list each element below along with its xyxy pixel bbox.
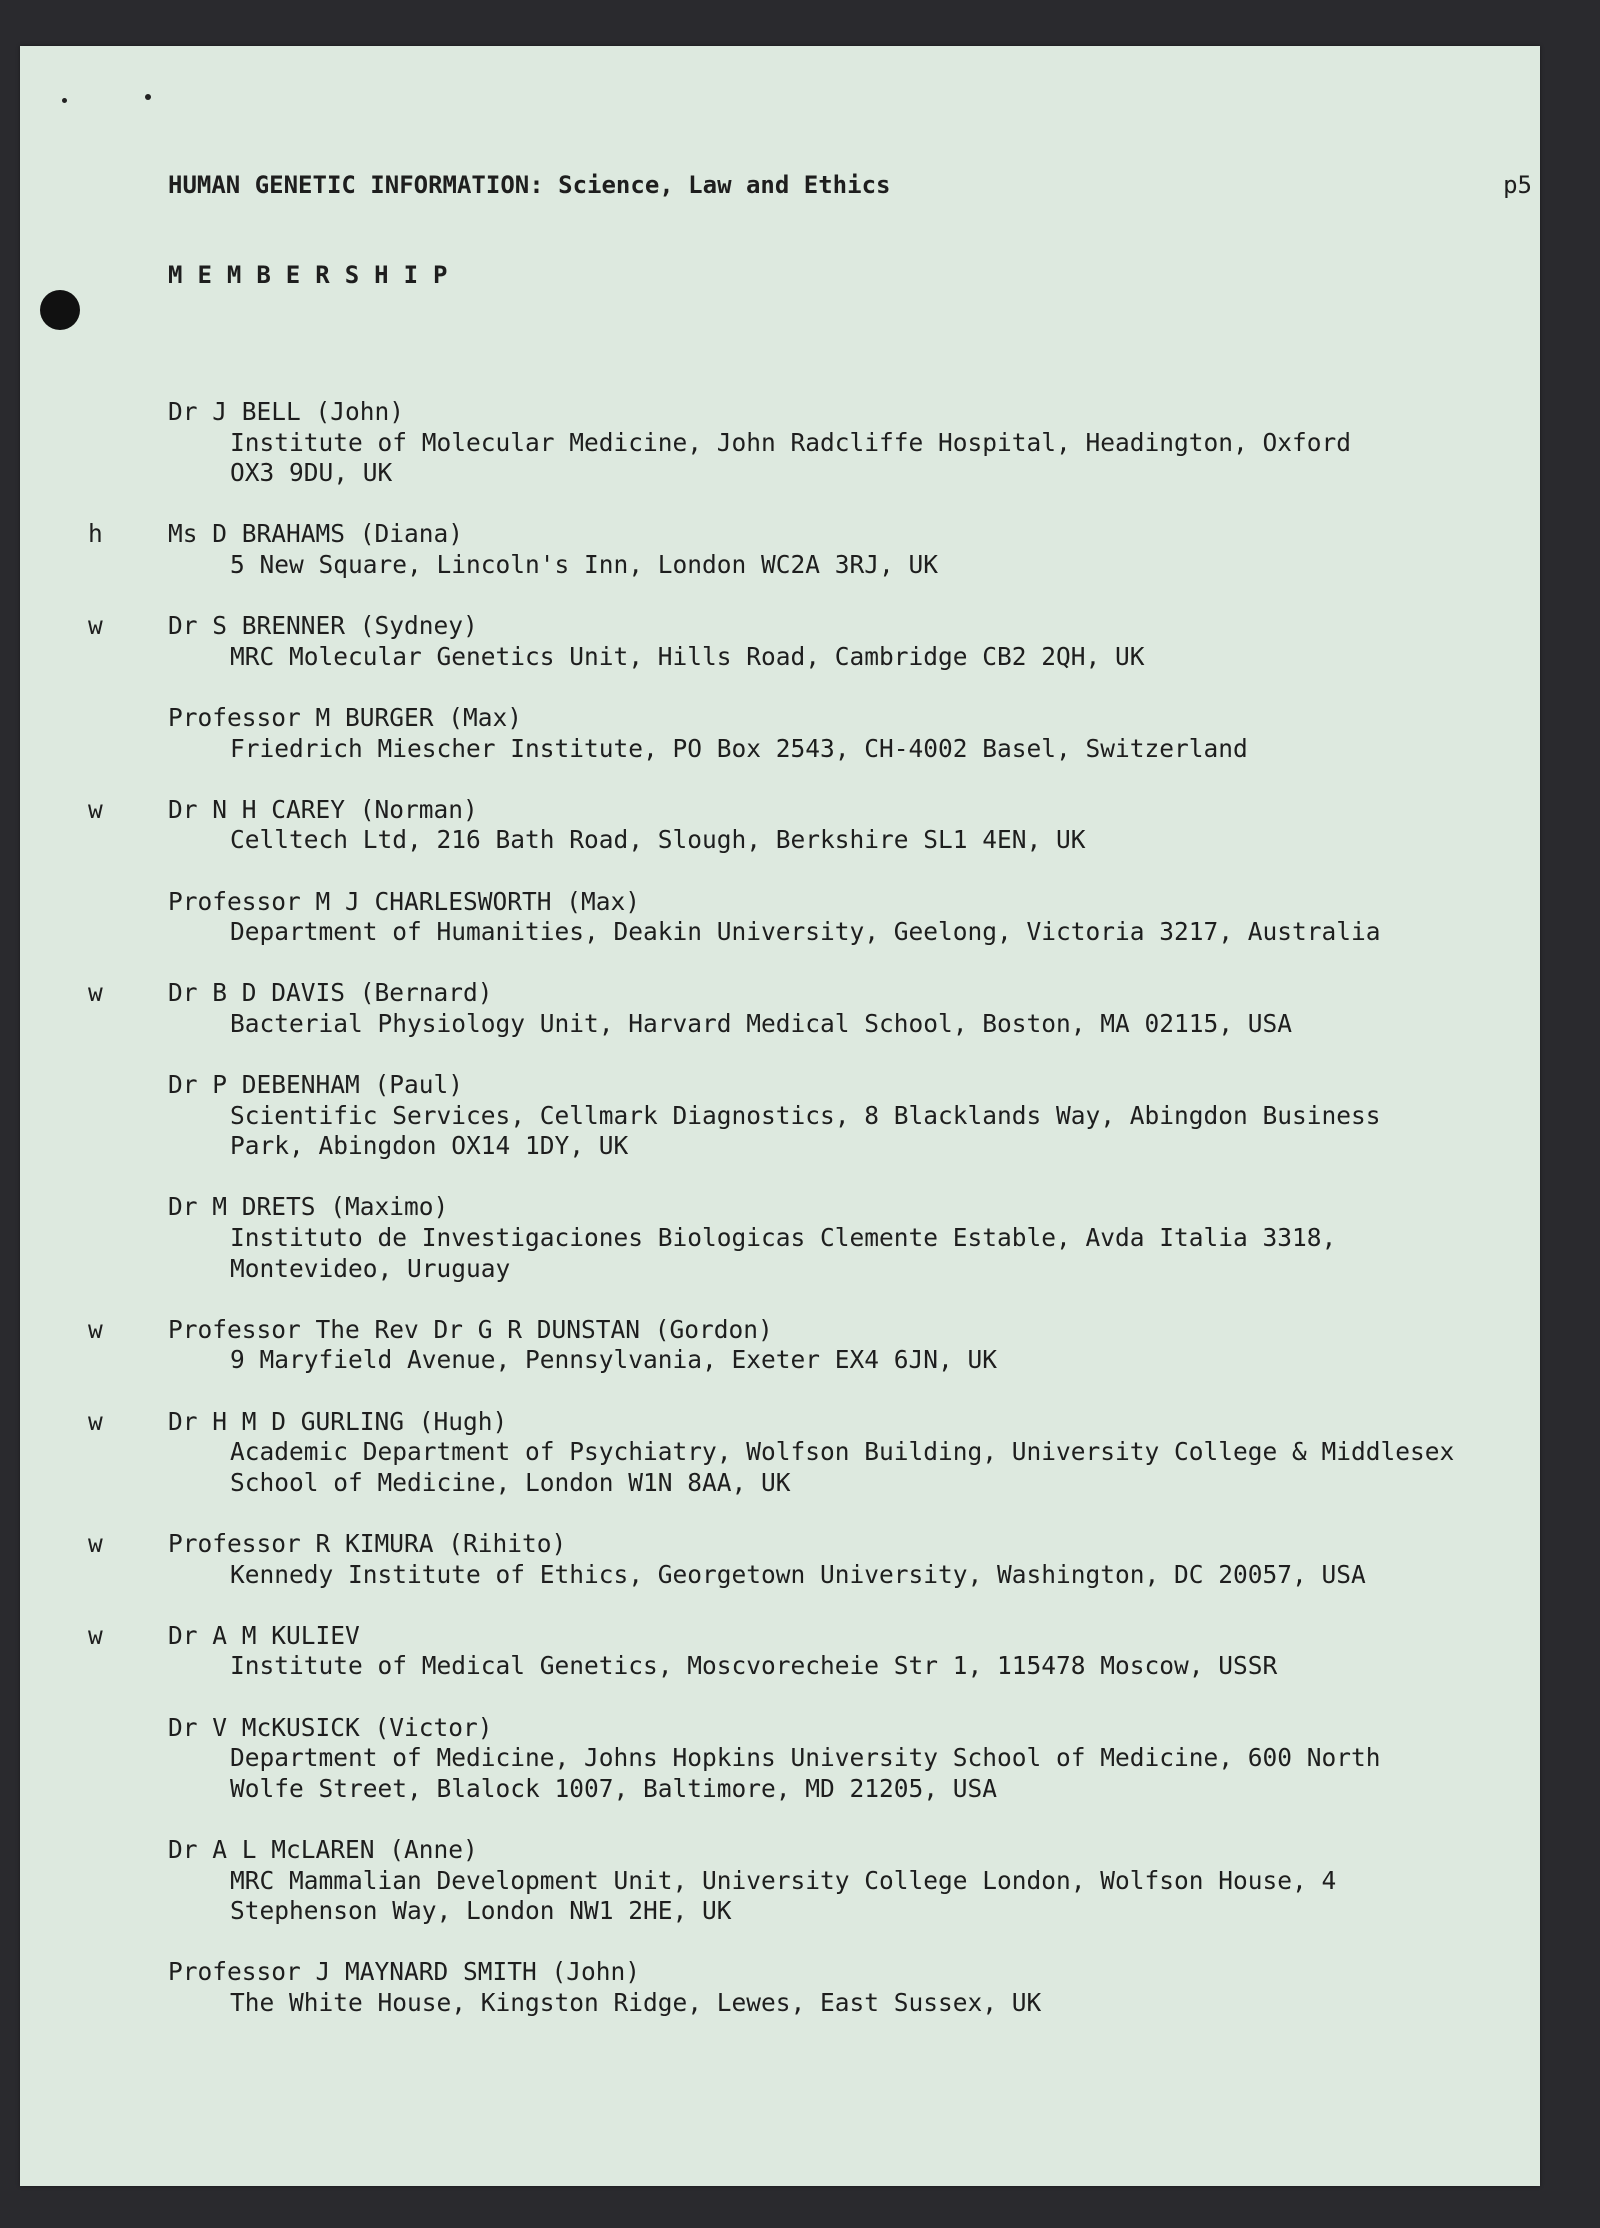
member-name: Dr N H CAREY (Norman) [168,794,478,824]
member-address-line: Wolfe Street, Blalock 1007, Baltimore, MD 21205, USA [230,1773,998,1803]
member-address-line: School of Medicine, London W1N 8AA, UK [230,1467,791,1497]
member-address-line: Friedrich Miescher Institute, PO Box 2543, CH-4002 Basel, Switzerland [230,733,1248,763]
member-name: Professor J MAYNARD SMITH (John) [168,1957,641,1987]
member-address-line: Bacterial Physiology Unit, Harvard Medical School, Boston, MA 02115, USA [230,1008,1293,1038]
member-entry [20,1621,1540,1682]
member-address-line: Department of Humanities, Deakin University, Geelong, Victoria 3217, Australia [230,917,1381,947]
member-entry [20,1192,1540,1284]
member-address-line: 5 New Square, Lincoln's Inn, London WC2A 3RJ, UK [230,549,939,579]
member-address-line: Institute of Medical Genetics, Moscvorecheie Str 1, 115478 Moscow, USSR [230,1651,1278,1681]
member-address-line: OX3 9DU, UK [230,458,393,488]
punch-hole [40,290,80,330]
member-marker: w [88,611,103,641]
member-address-line: Celltech Ltd, 216 Bath Road, Slough, Berkshire SL1 4EN, UK [230,825,1086,855]
member-name: Dr M DRETS (Maximo) [168,1192,449,1222]
page-header [168,171,1532,199]
member-entry [20,1529,1540,1590]
section-heading: MEMBERSHIP [168,261,463,289]
member-name: Dr S BRENNER (Sydney) [168,611,478,641]
member-entry [20,1315,1540,1376]
member-address-line: Montevideo, Uruguay [230,1253,511,1283]
member-marker: w [88,1314,103,1344]
member-name: Dr A M KULIEV [168,1620,360,1650]
member-entry [20,611,1540,672]
member-entry [20,519,1540,580]
member-address-line: Instituto de Investigaciones Biologicas Clemente Estable, Avda Italia 3318, [230,1223,1337,1253]
member-marker: w [88,1620,103,1650]
ink-speck [62,98,67,103]
member-name: Professor M J CHARLESWORTH (Max) [168,886,641,916]
member-entry [20,887,1540,948]
membership-list [20,397,1540,2049]
member-address-line: MRC Mammalian Development Unit, University College London, Wolfson House, 4 [230,1865,1337,1895]
member-entry [20,703,1540,764]
member-address-line: The White House, Kingston Ridge, Lewes, East Sussex, UK [230,1987,1042,2017]
member-name: Ms D BRAHAMS (Diana) [168,519,464,549]
member-entry [20,1407,1540,1499]
member-address-line: Department of Medicine, Johns Hopkins University School of Medicine, 600 North [230,1743,1381,1773]
member-entry [20,1835,1540,1927]
member-name: Dr H M D GURLING (Hugh) [168,1406,508,1436]
member-entry [20,1713,1540,1805]
member-name: Professor R KIMURA (Rihito) [168,1528,567,1558]
member-entry [20,1070,1540,1162]
member-address-line: Institute of Molecular Medicine, John Radcliffe Hospital, Headington, Oxford [230,427,1352,457]
member-entry [20,1957,1540,2018]
member-name: Professor The Rev Dr G R DUNSTAN (Gordon) [168,1314,773,1344]
member-entry [20,978,1540,1039]
ink-speck [145,94,151,100]
member-marker: w [88,1528,103,1558]
member-address-line: 9 Maryfield Avenue, Pennsylvania, Exeter EX4 6JN, UK [230,1345,998,1375]
member-name: Dr B D DAVIS (Bernard) [168,978,493,1008]
member-name: Dr P DEBENHAM (Paul) [168,1070,464,1100]
member-address-line: Park, Abingdon OX14 1DY, UK [230,1131,629,1161]
member-address-line: Academic Department of Psychiatry, Wolfson Building, University College & Middlesex [230,1437,1455,1467]
member-address-line: Kennedy Institute of Ethics, Georgetown University, Washington, DC 20057, USA [230,1559,1366,1589]
document-page [20,46,1540,2186]
member-address-line: Stephenson Way, London NW1 2HE, UK [230,1896,732,1926]
document-title: HUMAN GENETIC INFORMATION: Science, Law and Ethics [168,171,891,199]
page-number: p5 [1503,171,1532,199]
member-entry [20,795,1540,856]
member-name: Professor M BURGER (Max) [168,702,523,732]
member-address-line: Scientific Services, Cellmark Diagnostics, 8 Blacklands Way, Abingdon Business [230,1100,1381,1130]
member-address-line: MRC Molecular Genetics Unit, Hills Road, Cambridge CB2 2QH, UK [230,641,1145,671]
member-name: Dr V McKUSICK (Victor) [168,1712,493,1742]
member-marker: w [88,978,103,1008]
member-marker: w [88,794,103,824]
member-name: Dr J BELL (John) [168,397,405,426]
member-name: Dr A L McLAREN (Anne) [168,1834,478,1864]
member-marker: h [88,519,103,549]
member-marker: w [88,1406,103,1436]
member-entry [20,397,1540,489]
